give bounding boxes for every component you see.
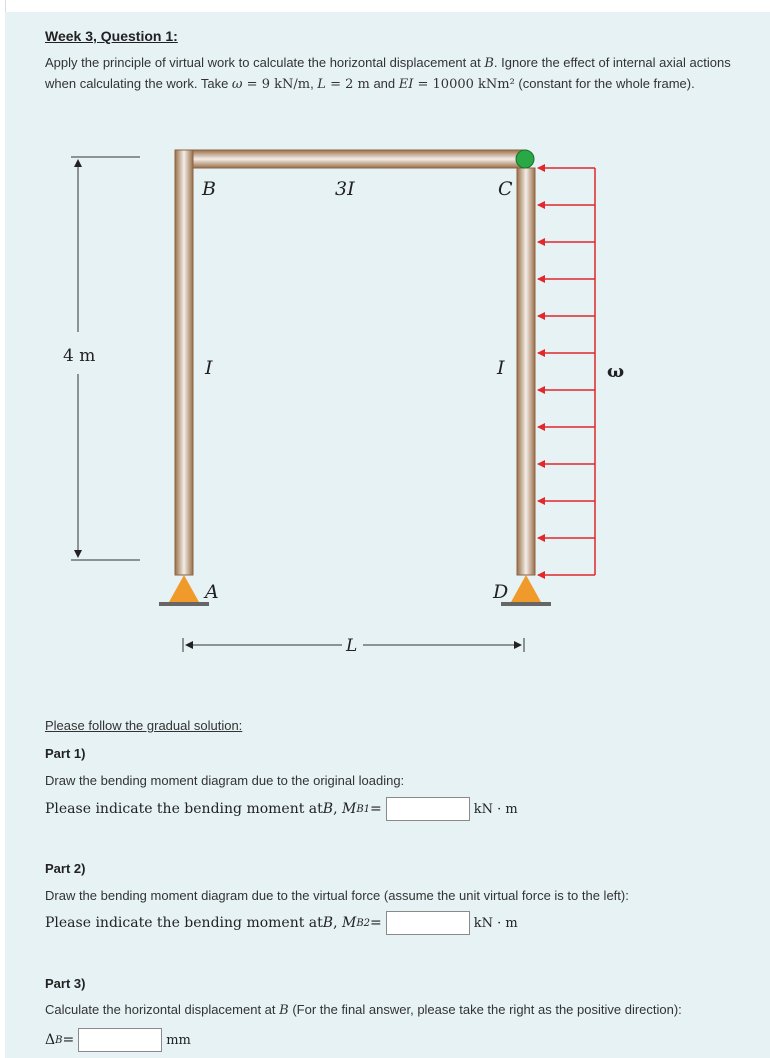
part3-subscript: B: [55, 1034, 63, 1046]
part3-text-part: (For the final answer, please take the right as the positive direction):: [288, 1002, 682, 1017]
left-column-inertia-label: I: [205, 357, 213, 379]
part3-symbol: Δ: [45, 1032, 56, 1048]
part2-point: B: [322, 915, 334, 931]
part2-unit: kN · m: [473, 915, 518, 931]
height-dimension: [63, 157, 140, 560]
question-text-part: Apply the principle of virtual work to calculate the horizontal displacement at: [45, 55, 485, 70]
mb2-input[interactable]: [386, 911, 470, 935]
column-ab: [175, 150, 193, 575]
label-b: B: [202, 178, 216, 200]
part2-text: Draw the bending moment diagram due to the virtual force (assume the unit virtual force is to the left):: [45, 888, 629, 903]
part2-equals: =: [370, 915, 382, 931]
column-cd: [517, 168, 535, 575]
load-label: ω: [607, 361, 625, 382]
part3-text-part: Calculate the horizontal displacement at: [45, 1002, 280, 1017]
part2-heading: Part 2): [45, 861, 86, 876]
part2-prompt-text: Please indicate the bending moment at: [45, 915, 323, 931]
question-text-part: (constant for the whole frame).: [514, 76, 695, 91]
question-text-part: . Ignore the effect of internal axial actions when calculating the work. Take: [45, 55, 731, 91]
part1-unit: kN · m: [473, 801, 518, 817]
part3-prompt: [45, 1028, 191, 1052]
right-column-inertia-label: I: [497, 357, 505, 379]
part1-prompt-text: Please indicate the bending moment at: [45, 801, 323, 817]
part1-heading: Part 1): [45, 746, 86, 761]
separator: ,: [310, 76, 318, 91]
gradual-solution-heading: Please follow the gradual solution:: [45, 718, 243, 733]
mb1-input[interactable]: [386, 797, 470, 821]
and-word: and: [369, 76, 399, 91]
part1-text: Draw the bending moment diagram due to the original loading:: [45, 773, 405, 788]
part2-subscript: B2: [356, 917, 371, 929]
span-dimension: [183, 636, 524, 656]
point-b-symbol: B: [484, 56, 494, 71]
hinge-c-icon: [516, 150, 534, 168]
length-value: = 2 m: [325, 77, 370, 92]
length-symbol: L: [317, 77, 326, 92]
support-d-icon: [501, 575, 551, 606]
height-label: 4 m: [63, 346, 96, 366]
question-text: [45, 53, 750, 95]
delta-b-input[interactable]: [78, 1028, 162, 1052]
label-d: D: [493, 581, 509, 603]
omega-symbol: ω: [231, 77, 243, 92]
question-panel: [5, 12, 770, 1058]
part2-symbol: M: [341, 915, 357, 931]
span-label: L: [346, 636, 358, 656]
part1-subscript: B1: [356, 803, 371, 815]
ei-symbol: EI: [398, 77, 414, 92]
part1-equals: =: [370, 801, 382, 817]
part1-point: B: [322, 801, 334, 817]
part2-prompt: Please indicate the bending moment at B , M B2 = kN · m: [45, 911, 518, 935]
distributed-load: [538, 168, 624, 575]
part3-point: B: [279, 1003, 289, 1018]
part3-unit: mm: [166, 1032, 191, 1048]
label-a: A: [205, 581, 219, 603]
part1-prompt: Please indicate the bending moment at B , M B1 = kN · m: [45, 797, 518, 821]
omega-value: = 9 kN/m: [242, 77, 311, 92]
question-title: Week 3, Question 1:: [45, 28, 178, 44]
label-c: C: [498, 178, 513, 200]
support-a-icon: [159, 575, 209, 606]
beam-bc: [175, 150, 523, 168]
part1-symbol: M: [341, 801, 357, 817]
ei-value: = 10000 kNm²: [413, 77, 515, 92]
part3-text: [45, 1002, 682, 1018]
part3-heading: Part 3): [45, 976, 86, 991]
frame-diagram: [5, 132, 770, 692]
part3-equals: =: [62, 1032, 75, 1048]
beam-inertia-label: 3I: [335, 178, 355, 200]
